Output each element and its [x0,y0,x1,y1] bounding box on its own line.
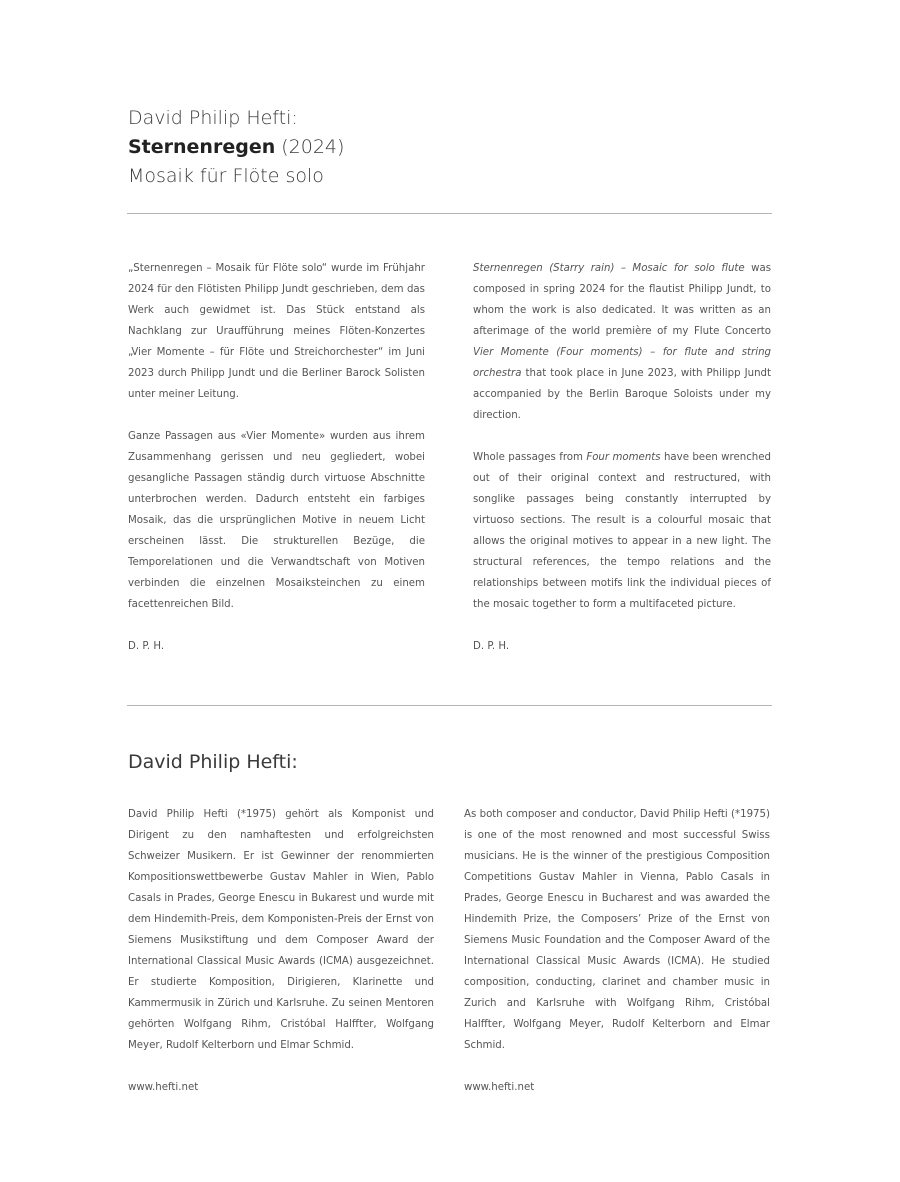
composer-line: David Philip Hefti: [128,107,298,129]
program-note-english-paragraph-1: Sternenregen (Starry rain) – Mosaic for solo flute was composed in spring 2024 for the flautist Philipp Jundt, to whom the work is also dedicated. It was written as an afterimage of the world première of my Flute Concerto Vier Momente (Four moments) – for flute and string orchestra that took place in June 2023, with Philipp Jundt accompanied by the Berlin Baroque Soloists under my direction. [473,263,772,421]
biography-english-text: As both composer and conductor, David Philip Hefti (*1975) is one of the most renowned and most successful Swiss musicians. He is the winner of the prestigious Composition Competitions Gustav Mahler in Vienna, Pablo Casals in Prades, George Enescu in Bucharest and was awarded the Hindemith Prize, the Composers’ Prize of the Ernst von Siemens Music Foundation and the Composer Award of the International Classical Music Awards (ICMA). He studied composition, conducting, clarinet and chamber music in Zurich and Karlsruhe with Wolfgang Rihm, Cristóbal Halffter, Wolfgang Meyer, Rudolf Kelterborn and Elmar Schmid. [464,809,770,1051]
middle-divider [127,705,772,706]
work-title: Sternenregen [128,136,276,158]
program-note-english [473,258,771,678]
program-note-german-signature: D. P. H. [128,641,165,652]
italic-work-title: Sternenregen (Starry rain) – Mosaic for solo flute [473,263,745,274]
biography-heading: David Philip Hefti: [128,751,298,773]
program-note-german [128,258,425,678]
title-block [128,104,778,191]
work-subtitle: Mosaik für Flöte solo [128,165,324,187]
website-link-english[interactable]: www.hefti.net [464,1082,535,1093]
biography-german [128,804,434,1098]
work-year: (2024) [281,136,345,158]
program-note-english-paragraph-2: Whole passages from Four moments have been wrenched out of their original context and restructured, with songlike passages being constantly interrupted by virtuoso sections. The result is a colourful mosaic that allows the original motives to appear in a new light. The structural references, the tempo relations and the relationships between motifs link the individual pieces of the mosaic together to form a multifaceted picture. [473,452,771,610]
work-title-line [128,133,778,162]
website-link-german[interactable]: www.hefti.net [128,1082,199,1093]
biography-german-text: David Philip Hefti (*1975) gehört als Komponist und Dirigent zu den namhaftesten und erfolgreichsten Schweizer Musikern. Er ist Gewinner der renommierten Kompositionswettbewerbe Gustav Mahler in Wien, Pablo Casals in Prades, George Enescu in Bukarest und wurde mit dem Hindemith-Preis, dem Komponisten-Preis der Ernst von Siemens Musikstiftung und dem Composer Award der International Classical Music Awards (ICMA) ausgezeichnet. Er studierte Komposition, Dirigieren, Klarinette und Kammermusik in Zürich und Karlsruhe. Zu seinen Mentoren gehörten Wolfgang Rihm, Cristóbal Halffter, Wolfgang Meyer, Rudolf Kelterborn und Elmar Schmid. [128,809,434,1051]
top-divider [127,213,772,214]
program-note-german-paragraph-1: „Sternenregen – Mosaik für Flöte solo“ wurde im Frühjahr 2024 für den Flötisten Philipp Jundt geschrieben, dem das Werk auch gewidmet ist. Das Stück entstand als Nachklang zur Uraufführung meines Flöten-Konzertes „Vier Momente – für Flöte und Streichorchester“ im Juni 2023 durch Philipp Jundt und die Berliner Barock Solisten unter meiner Leitung. [128,263,425,400]
program-note-german-paragraph-2: Ganze Passagen aus «Vier Momente» wurden aus ihrem Zusammenhang gerissen und neu gegliedert, wobei gesangliche Passagen ständig durch virtuose Abschnitte unterbrochen werden. Dadurch entsteht ein farbiges Mosaik, das die ursprünglichen Motive in neuem Licht erscheinen lässt. Die strukturellen Bezüge, die Temporelationen und die Verwandtschaft von Motiven verbinden die einzelnen Mosaiksteinchen zu einem facettenreichen Bild. [128,431,425,610]
program-note-english-signature: D. P. H. [473,641,510,652]
biography-english [464,804,770,1098]
italic-concerto-title: Vier Momente (Four moments) – for flute and string orchestra [473,347,771,379]
italic-four-moments: Four moments [586,452,661,463]
